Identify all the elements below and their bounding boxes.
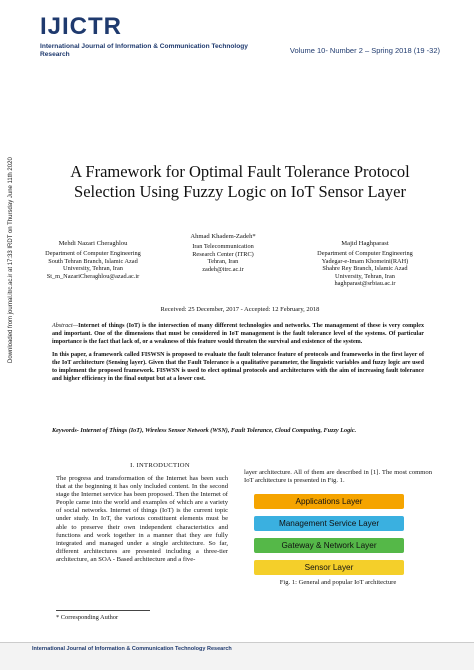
- figure-caption: Fig. 1: General and popular IoT architecture: [279, 579, 397, 586]
- paper-title: A Framework for Optimal Fault Tolerance Protocol Selection Using Fuzzy Logic on IoT Sensor Layer: [70, 162, 410, 201]
- author-block-1: [28, 240, 158, 280]
- abstract-text: Internet of things (IoT) is the intersection of many different technologies and networks. The management of these is very complex and important. One of the dimensions that must be considered in IoT management is the fault tolerance level of the systems. Of particular importance is the fact that lack of, or a weakness of this feature would threaten the survival and existence of the system.: [52, 323, 424, 345]
- abstract: [52, 323, 424, 390]
- author-affiliation: Iran Telecommunication: [192, 243, 254, 251]
- intro-paragraph: The progress and transformation of the Internet has been such that at the beginning it has only included content. In the second stage the Internet service has been proposed. Then the Internet of People came into the world and examples of which are a variety of social networks. Internet of things (IoT) is the current topic under study. In IoT, the various constituent elements must be able to preserve their own independent characteristics and functions and work together in a manner that they are fully integrated and managed under a single architecture. So far, different architectures are presented including a three-tier architecture, an SOA - Based architecture and a five-: [56, 475, 228, 563]
- author-email[interactable]: haghparast@srbiau.ac.ir: [334, 280, 396, 288]
- author-affiliation: University, Tehran, Iran: [335, 272, 395, 280]
- author-email[interactable]: zadeh@itrc.ac.ir: [202, 265, 244, 273]
- download-watermark: Downloaded from journal.itrc.ac.ir at 17:33 IRDT on Thursday June 11th 2020: [8, 157, 14, 363]
- author-name: Mehdi Nazari Cheraghlou: [58, 240, 128, 247]
- iot-architecture-diagram: [254, 494, 404, 576]
- layer-gateway-network: Gateway & Network Layer: [254, 538, 404, 553]
- author-name: Majid Haghparast: [341, 240, 389, 247]
- author-affiliation: South Tehran Branch, Islamic Azad: [48, 257, 138, 265]
- right-column-paragraph: layer architecture. All of them are described in [1]. The most common IoT architecture is presented in Fig. 1.: [244, 469, 432, 485]
- layer-management-service: Management Service Layer: [254, 516, 404, 531]
- author-affiliation: Yadegar-e-Imam Khomeini(RAH): [321, 257, 409, 265]
- author-email[interactable]: St_m_NazariCheraghlou@azad.ac.ir: [46, 272, 140, 280]
- author-block-3: [290, 240, 440, 287]
- author-block-2: [163, 233, 283, 273]
- journal-name: International Journal of Information & Communication Technology Research: [40, 43, 248, 58]
- volume-info: Volume 10- Number 2 – Spring 2018 (19 -32): [289, 46, 440, 55]
- author-name: Ahmad Khadem-Zadeh*: [190, 233, 256, 240]
- abstract-text: In this paper, a framework called FISWSN is proposed to evaluate the fault tolerance feature of protocols and frameworks in the first layer of the IoT architecture (Sensing layer). Given that the Fault Tolerance is a qualitative parameter, the linguistic variables and fuzzy logic are used to implement the proposed framework. FISWSN is used to elect optimal protocols and architectures with the aim of increasing fault tolerance and higher efficiency in the final output but at a lower cost.: [52, 352, 424, 382]
- abstract-paragraph-1: [52, 323, 424, 346]
- layer-applications: Applications Layer: [254, 494, 404, 509]
- footnote-divider: [56, 610, 150, 611]
- abstract-paragraph-2: [52, 352, 424, 383]
- author-affiliation: Research Center (ITRC): [192, 250, 254, 258]
- author-affiliation: University, Tehran, Iran: [63, 265, 123, 273]
- abstract-label: Abstract—: [52, 323, 79, 329]
- layer-sensor: Sensor Layer: [254, 560, 404, 575]
- keywords: Keywords- Internet of Things (IoT), Wireless Sensor Network (WSN), Fault Tolerance, Cloud Computing, Fuzzy Logic.: [52, 427, 357, 434]
- footer-journal-name: International Journal of Information & Communication Technology Research: [32, 646, 232, 652]
- author-affiliation: Department of Computer Engineering: [45, 250, 141, 258]
- received-dates: Received: 25 December, 2017 - Accepted: 12 February, 2018: [160, 306, 320, 313]
- author-affiliation: Department of Computer Engineering: [317, 250, 413, 258]
- author-affiliation: Shahre Rey Branch, Islamic Azad: [322, 265, 408, 273]
- journal-logo: IJICTR: [40, 13, 123, 40]
- section-heading: I. INTRODUCTION: [130, 462, 190, 469]
- footnote: * Corresponding Author: [56, 614, 119, 621]
- author-affiliation: Tehran, Iran: [207, 258, 239, 266]
